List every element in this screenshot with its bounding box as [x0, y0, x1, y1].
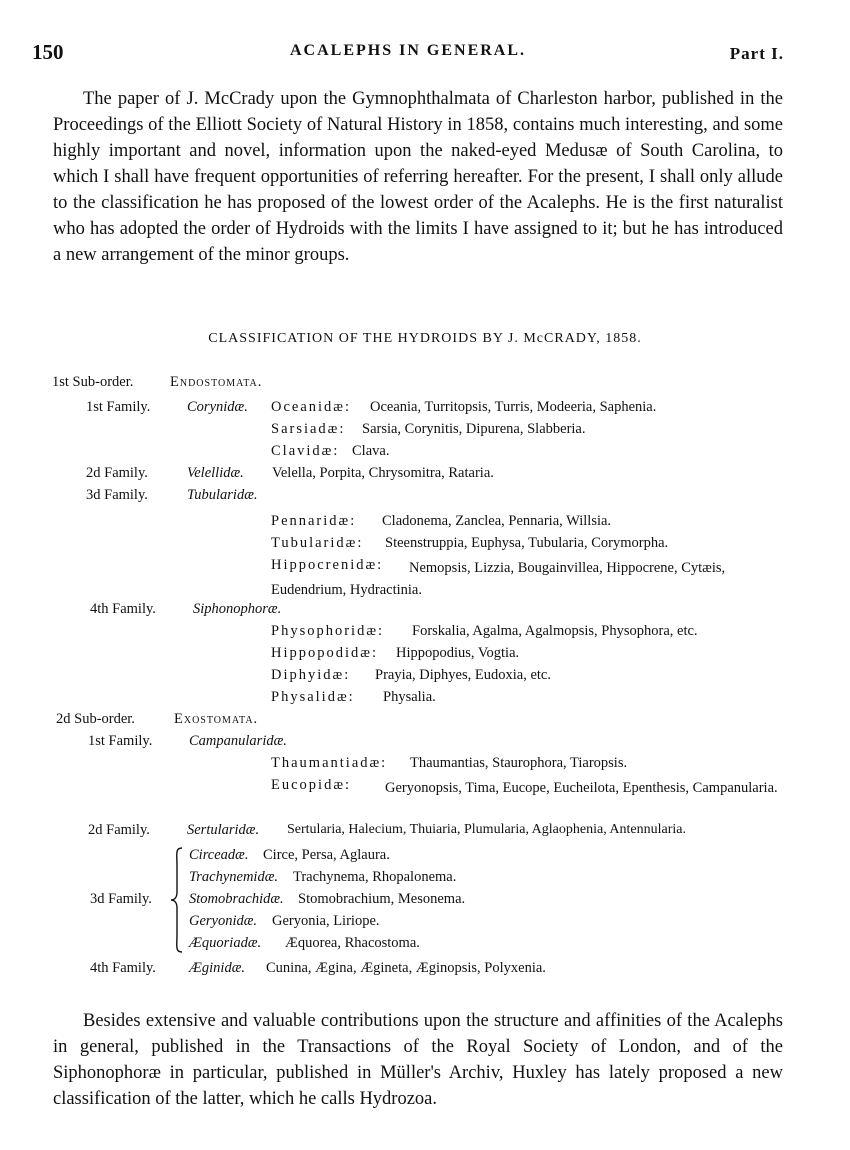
- family-label: 2d Family.: [88, 822, 150, 838]
- genera-list: Prayia, Diphyes, Eudoxia, etc.: [375, 667, 551, 683]
- subfamily-name: Hippocrenidæ:: [271, 557, 384, 573]
- genera-list: Trachynema, Rhopalonema.: [293, 869, 457, 885]
- subfamily-name: Oceanidæ:: [271, 399, 352, 415]
- part-label: Part I.: [729, 44, 784, 63]
- subfamily-name: Physalidæ:: [271, 689, 355, 705]
- genera-list: Sarsia, Corynitis, Dipurena, Slabberia.: [362, 421, 586, 437]
- family-label: 4th Family.: [90, 601, 156, 617]
- page-number: 150: [32, 40, 64, 64]
- genera-list: Æquorea, Rhacostoma.: [285, 935, 420, 951]
- subfamily-name: Sarsiadæ:: [271, 421, 346, 437]
- suborder-label: 2d Sub-order.: [56, 711, 135, 727]
- family-label: 1st Family.: [88, 733, 153, 749]
- genera-list: Geryonopsis, Tima, Eucope, Eucheilota, Epenthesis, Campanularia.: [385, 780, 778, 796]
- family-name: Campanularidæ.: [189, 733, 287, 749]
- family-name: Æquoriadæ.: [189, 935, 262, 951]
- subfamily-name: Pennaridæ:: [271, 513, 357, 529]
- genera-list: Stomobrachium, Mesonema.: [298, 891, 466, 907]
- family-name: Stomobrachidæ.: [189, 891, 284, 907]
- family-name: Trachynemidæ.: [189, 869, 279, 885]
- family-name: Tubularidæ.: [187, 487, 258, 503]
- genera-list: Hippopodius, Vogtia.: [396, 645, 520, 661]
- genera-list: Physalia.: [383, 689, 436, 705]
- suborder-name: Endostomata.: [170, 374, 263, 390]
- genera-list: Circe, Persa, Aglaura.: [263, 847, 390, 863]
- running-title: ACALEPHS IN GENERAL.: [289, 42, 527, 59]
- subfamily-name: Hippopodidæ:: [271, 645, 378, 661]
- family-label: 4th Family.: [90, 960, 156, 976]
- subfamily-name: Eucopidæ:: [271, 777, 352, 793]
- genera-list: Velella, Porpita, Chrysomitra, Rataria.: [272, 465, 494, 481]
- genera-list: Nemopsis, Lizzia, Bougainvillea, Hippocrene, Cytæis, Eudendrium, Hydractinia.: [271, 560, 726, 598]
- family-label: 3d Family.: [86, 487, 148, 503]
- family-name: Geryonidæ.: [189, 913, 258, 929]
- genera-list: Sertularia, Halecium, Thuiaria, Plumularia, Aglaophenia, Antennularia.: [287, 822, 687, 837]
- subfamily-name: Clavidæ:: [271, 443, 340, 459]
- genera-list: Cladonema, Zanclea, Pennaria, Willsia.: [382, 513, 612, 529]
- family-name: Sertularidæ.: [187, 822, 260, 838]
- family-label: 2d Family.: [86, 465, 148, 481]
- page-header: [32, 40, 784, 68]
- family-name: Circeadæ.: [189, 847, 249, 863]
- genera-list: Geryonia, Liriope.: [272, 913, 380, 929]
- genera-list: Thaumantias, Staurophora, Tiaropsis.: [410, 755, 628, 771]
- family-name: Æginidæ.: [189, 960, 245, 976]
- family-name: Corynidæ.: [187, 399, 248, 415]
- family-name: Velellidæ.: [187, 465, 244, 481]
- subfamily-name: Tubularidæ:: [271, 535, 364, 551]
- family-name: Siphonophoræ.: [193, 601, 282, 617]
- classification-title: CLASSIFICATION OF THE HYDROIDS BY J. McCRADY, 1858.: [208, 331, 642, 346]
- genera-list: Cunina, Ægina, Ægineta, Æginopsis, Polyxenia.: [266, 960, 546, 976]
- genera-list: Forskalia, Agalma, Agalmopsis, Physophora, etc.: [412, 623, 698, 639]
- genera-list: Oceania, Turritopsis, Turris, Modeeria, Saphenia.: [370, 399, 657, 415]
- brace-icon: [170, 846, 184, 954]
- paragraph-intro: The paper of J. McCrady upon the Gymnophthalmata of Charleston harbor, published in the Proceedings of the Elliott Society of Natural History in 1858, contains much interesting, and some highly important and novel, information upon the naked-eyed Medusæ of South Carolina, to which I shall have frequent opportunities of referring hereafter. For the present, I shall only allude to the classification he has proposed of the lowest order of the Acalephs. He is the first naturalist who has adopted the order of Hydroids with the limits I have assigned to it; but he has introduced a new arrangement of the minor groups.: [53, 89, 783, 265]
- subfamily-name: Diphyidæ:: [271, 667, 351, 683]
- suborder-label: 1st Sub-order.: [52, 374, 134, 390]
- subfamily-name: Thaumantiadæ:: [271, 755, 388, 771]
- family-label: 1st Family.: [86, 399, 151, 415]
- suborder-name: Exostomata.: [174, 711, 259, 727]
- genera-list: Steenstruppia, Euphysa, Tubularia, Corymorpha.: [385, 535, 669, 551]
- genera-list: Clava.: [352, 443, 390, 459]
- family-label: 3d Family.: [90, 891, 152, 907]
- paragraph-huxley: Besides extensive and valuable contributions upon the structure and affinities of the Acalephs in general, published in the Transactions of the Royal Society of London, and of the Siphonophoræ in particular, published in Müller's Archiv, Huxley has lately proposed a new classification of the latter, which he calls Hydrozoa.: [53, 1011, 783, 1109]
- subfamily-name: Physophoridæ:: [271, 623, 385, 639]
